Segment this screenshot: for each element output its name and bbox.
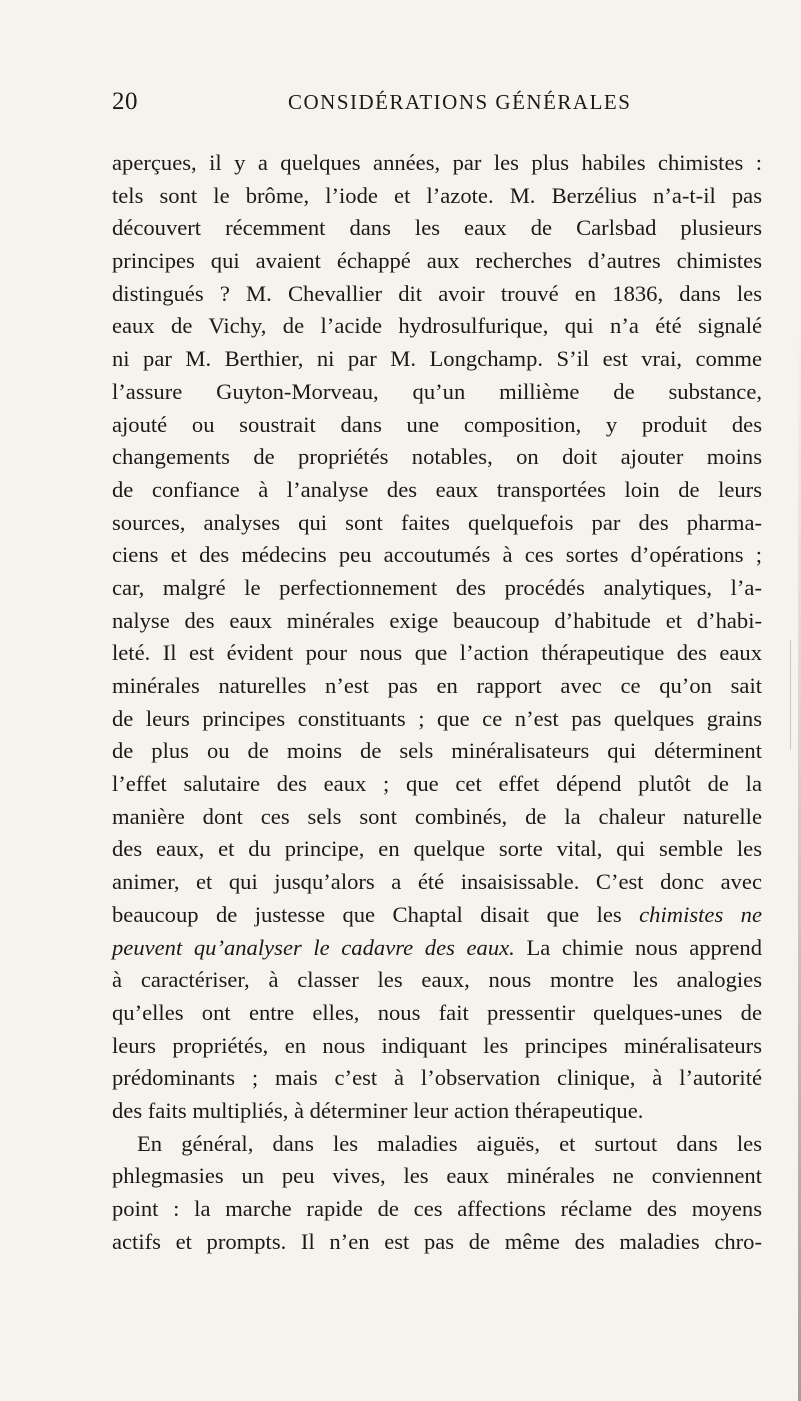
text-line: l’assure Guyton-Morveau, qu’un millième de substance,	[112, 378, 762, 404]
text-line: de plus ou de moins de sels minéralisateurs qui déterminent	[112, 738, 762, 764]
text-segment: beaucoup de justesse que Chaptal disait que les	[112, 901, 622, 927]
text-line: car, malgré le perfectionnement des procédés analytiques, l’a-	[112, 574, 762, 600]
text-line: l’effet salutaire des eaux ; que cet effet dépend plutôt de la	[112, 771, 762, 797]
text-line: découvert récemment dans les eaux de Carlsbad plusieurs	[112, 215, 762, 241]
text-line-with-quote-start	[112, 899, 762, 932]
text-line: des eaux, et du principe, en quelque sorte vital, qui semble les	[112, 836, 762, 862]
text-line: ajouté ou soustrait dans une composition, y produit des	[112, 411, 762, 437]
italic-quote: chimistes ne	[639, 901, 762, 927]
text-line: nalyse des eaux minérales exige beaucoup d’habitude et d’habi-	[112, 607, 762, 633]
running-head: CONSIDÉRATIONS GÉNÉRALES	[288, 90, 632, 114]
text-line: minérales naturelles n’est pas en rapport avec ce qu’on sait	[112, 673, 762, 698]
text-line: changements de propriétés notables, on doit ajouter moins	[112, 444, 762, 470]
text-segment: La chimie nous apprend	[526, 934, 762, 960]
text-line: des faits multipliés, à déterminer leur action thérapeutique.	[112, 1097, 644, 1123]
text-line: tels sont le brôme, l’iode et l’azote. M. Berzélius n’a-t-il pas	[112, 182, 762, 208]
page-edge-mark	[790, 640, 791, 750]
text-line: ni par M. Berthier, ni par M. Longchamp. S’il est vrai, comme	[112, 346, 762, 372]
text-line: qu’elles ont entre elles, nous fait pressentir quelques-unes de	[112, 999, 762, 1025]
text-line: distingués ? M. Chevallier dit avoir trouvé en 1836, dans les	[112, 280, 762, 306]
text-line: leté. Il est évident pour nous que l’action thérapeutique des eaux	[112, 640, 762, 666]
text-line: principes qui avaient échappé aux recherches d’autres chimistes	[112, 248, 762, 274]
text-line: actifs et prompts. Il n’en est pas de même des maladies chro-	[112, 1228, 762, 1254]
text-line-with-quote-end	[112, 932, 762, 965]
text-line: point : la marche rapide de ces affections réclame des moyens	[112, 1196, 762, 1221]
body-text	[112, 147, 762, 1258]
text-line: phlegmasies un peu vives, les eaux minérales ne conviennent	[112, 1163, 762, 1189]
text-line: de confiance à l’analyse des eaux transportées loin de leurs	[112, 476, 762, 502]
text-line: eaux de Vichy, de l’acide hydrosulfurique, qui n’a été signalé	[112, 313, 762, 339]
page-header	[112, 88, 762, 124]
paragraph-start-line: En général, dans les maladies aiguës, et surtout dans les	[137, 1130, 762, 1156]
text-line: de leurs principes constituants ; que ce n’est pas quelques grains	[112, 705, 762, 731]
text-line: manière dont ces sels sont combinés, de la chaleur naturelle	[112, 803, 762, 829]
text-line: ciens et des médecins peu accoutumés à ces sortes d’opérations ;	[112, 542, 762, 568]
italic-quote: peuvent qu’analyser le cadavre des eaux.	[112, 934, 515, 960]
text-line: aperçues, il y a quelques années, par les plus habiles chimistes :	[112, 150, 762, 175]
text-line: animer, et qui jusqu’alors a été insaisissable. C’est donc avec	[112, 869, 762, 895]
text-line: prédominants ; mais c’est à l’observation clinique, à l’autorité	[112, 1065, 762, 1091]
page-number: 20	[112, 88, 138, 115]
text-line: à caractériser, à classer les eaux, nous montre les analogies	[112, 967, 762, 993]
text-line: leurs propriétés, en nous indiquant les principes minéralisateurs	[112, 1032, 762, 1058]
text-line: sources, analyses qui sont faites quelquefois par des pharma-	[112, 509, 762, 535]
